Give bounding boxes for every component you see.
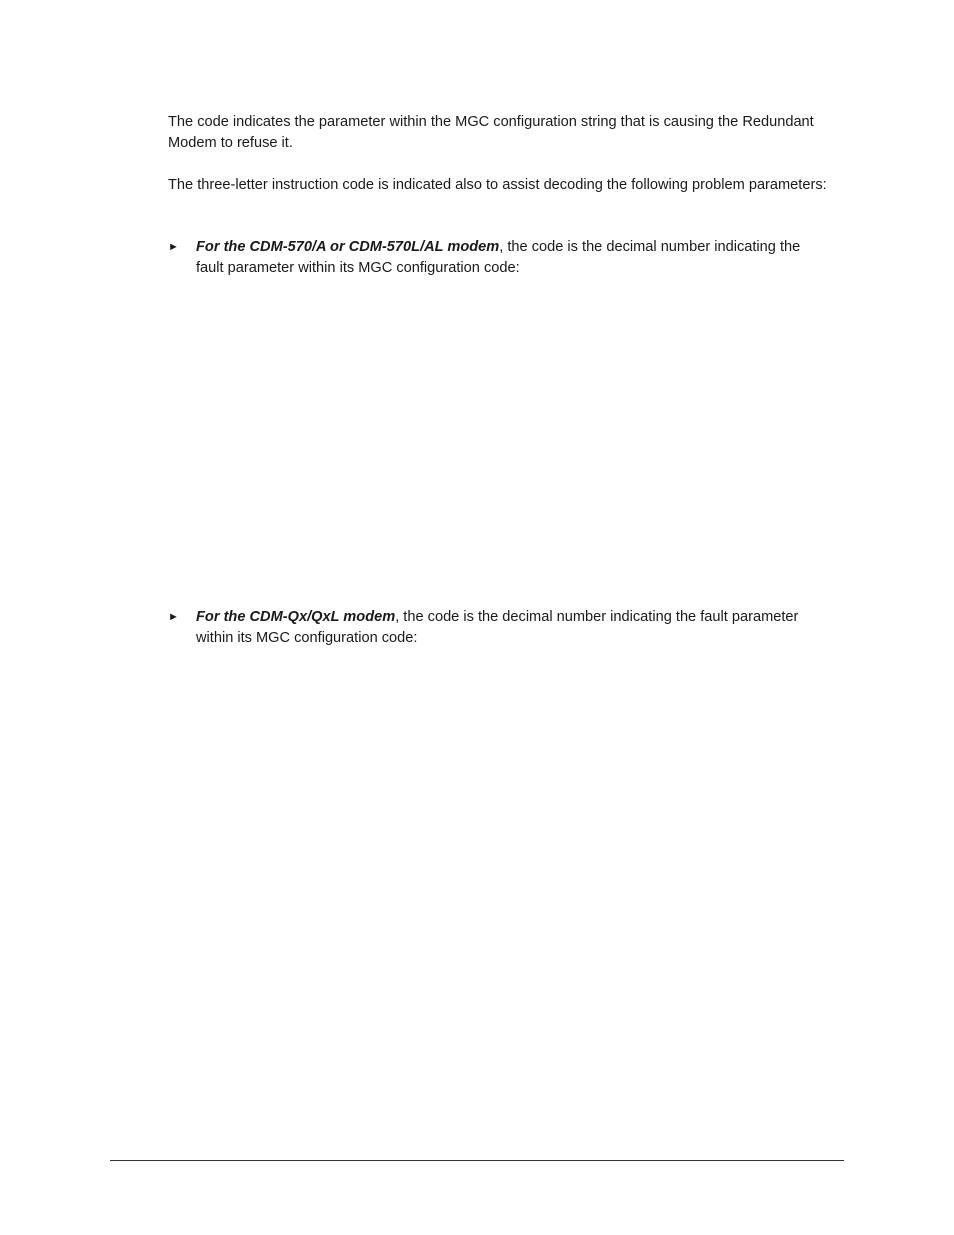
paragraph-code-indicates: The code indicates the parameter within the MGC configuration string that is causing the Redundant Modem to refuse it.: [168, 114, 814, 151]
bullet-emphasis: For the CDM-Qx/QxL modem: [196, 609, 396, 625]
bullet-arrow-icon: ►: [168, 241, 179, 253]
bullet-body: , the code is the decimal number indicating the fault parameter within its MGC configuration code:: [196, 609, 799, 646]
bullet-body: , the code is the decimal number indicating the fault parameter within its MGC configuration code:: [196, 239, 801, 276]
bullet-text: [196, 237, 828, 279]
bullet-emphasis: For the CDM-570/A or CDM-570L/AL modem: [196, 239, 500, 255]
bullet-text: [196, 607, 828, 649]
paragraph-three-letter-code: The three-letter instruction code is indicated also to assist decoding the following problem parameters:: [168, 177, 827, 193]
bullet-arrow-icon: ►: [168, 611, 179, 623]
footer-divider: [110, 1160, 844, 1161]
